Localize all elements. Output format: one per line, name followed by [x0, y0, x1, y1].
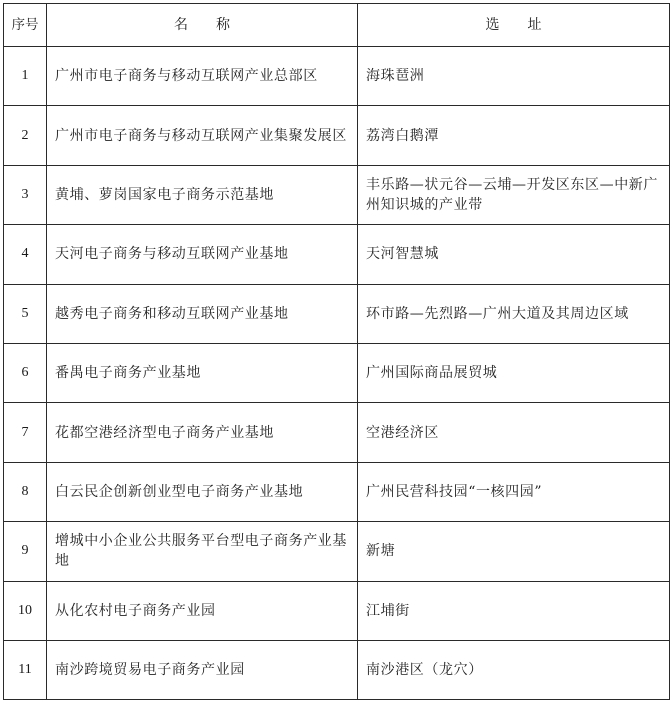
row-location-text: 新塘: [366, 543, 396, 560]
row-location: [358, 106, 670, 165]
row-name: [47, 581, 358, 640]
row-location: [358, 165, 670, 224]
row-name: [47, 462, 358, 521]
row-location-text: 南沙港区（龙穴）: [366, 662, 483, 679]
ecommerce-base-table: [3, 3, 670, 700]
table-row: [4, 640, 670, 699]
table-body: [4, 47, 670, 700]
row-name-text: 广州市电子商务与移动互联网产业集聚发展区: [55, 127, 347, 144]
row-name-text: 白云民企创新创业型电子商务产业基地: [55, 483, 304, 500]
row-location-text: 海珠琶洲: [366, 68, 425, 85]
header-location-label: 选 址: [485, 17, 542, 33]
table-row: [4, 225, 670, 284]
row-name-text: 黄埔、萝岗国家电子商务示范基地: [55, 186, 274, 203]
row-name-text: 越秀电子商务和移动互联网产业基地: [55, 305, 289, 322]
row-location: [358, 343, 670, 402]
table-row: [4, 284, 670, 343]
table-row: [4, 581, 670, 640]
row-location: [358, 284, 670, 343]
row-serial-number: 6: [4, 343, 47, 402]
row-location: [358, 581, 670, 640]
row-serial-number: 7: [4, 403, 47, 462]
row-location: [358, 47, 670, 106]
row-name-text: 南沙跨境贸易电子商务产业园: [55, 662, 245, 679]
row-name: [47, 343, 358, 402]
row-location: [358, 522, 670, 581]
row-name-text: 番禺电子商务产业基地: [55, 365, 201, 382]
row-name-text: 天河电子商务与移动互联网产业基地: [55, 246, 289, 263]
header-location: [358, 4, 670, 47]
row-serial-number: 11: [4, 640, 47, 699]
table-row: [4, 403, 670, 462]
row-name-text: 广州市电子商务与移动互联网产业总部区: [55, 68, 318, 85]
row-location: [358, 403, 670, 462]
row-location-text: 广州国际商品展贸城: [366, 365, 498, 382]
row-name: [47, 106, 358, 165]
table-row: [4, 106, 670, 165]
row-name: [47, 47, 358, 106]
row-name: [47, 284, 358, 343]
row-location: [358, 225, 670, 284]
row-location-text: 荔湾白鹅潭: [366, 127, 439, 144]
table-row: [4, 165, 670, 224]
header-name-label: 名 称: [174, 17, 230, 33]
row-name-text: 从化农村电子商务产业园: [55, 602, 216, 619]
row-name-text: 增城中小企业公共服务平台型电子商务产业基地: [55, 533, 347, 570]
row-serial-number: 1: [4, 47, 47, 106]
row-name: [47, 640, 358, 699]
table-row: [4, 343, 670, 402]
row-location: [358, 640, 670, 699]
row-location: [358, 462, 670, 521]
row-location-text: 丰乐路—状元谷—云埔—开发区东区—中新广州知识城的产业带: [366, 176, 658, 213]
row-serial-number: 8: [4, 462, 47, 521]
row-location-text: 广州民营科技园“一核四园”: [366, 483, 543, 500]
row-serial-number: 2: [4, 106, 47, 165]
row-name: [47, 165, 358, 224]
header-name: [47, 4, 358, 47]
row-location-text: 江埔街: [366, 602, 410, 619]
row-location-text: 空港经济区: [366, 424, 439, 441]
row-location-text: 环市路—先烈路—广州大道及其周边区域: [366, 305, 629, 322]
header-serial-number: 序号: [4, 4, 47, 47]
row-serial-number: 9: [4, 522, 47, 581]
row-serial-number: 3: [4, 165, 47, 224]
table-row: [4, 47, 670, 106]
row-serial-number: 5: [4, 284, 47, 343]
row-name: [47, 522, 358, 581]
table-header: [4, 4, 670, 47]
header-row: [4, 4, 670, 47]
row-serial-number: 10: [4, 581, 47, 640]
row-name: [47, 225, 358, 284]
table-row: [4, 522, 670, 581]
row-name-text: 花都空港经济型电子商务产业基地: [55, 424, 274, 441]
row-name: [47, 403, 358, 462]
row-serial-number: 4: [4, 225, 47, 284]
row-location-text: 天河智慧城: [366, 246, 439, 263]
table-row: [4, 462, 670, 521]
